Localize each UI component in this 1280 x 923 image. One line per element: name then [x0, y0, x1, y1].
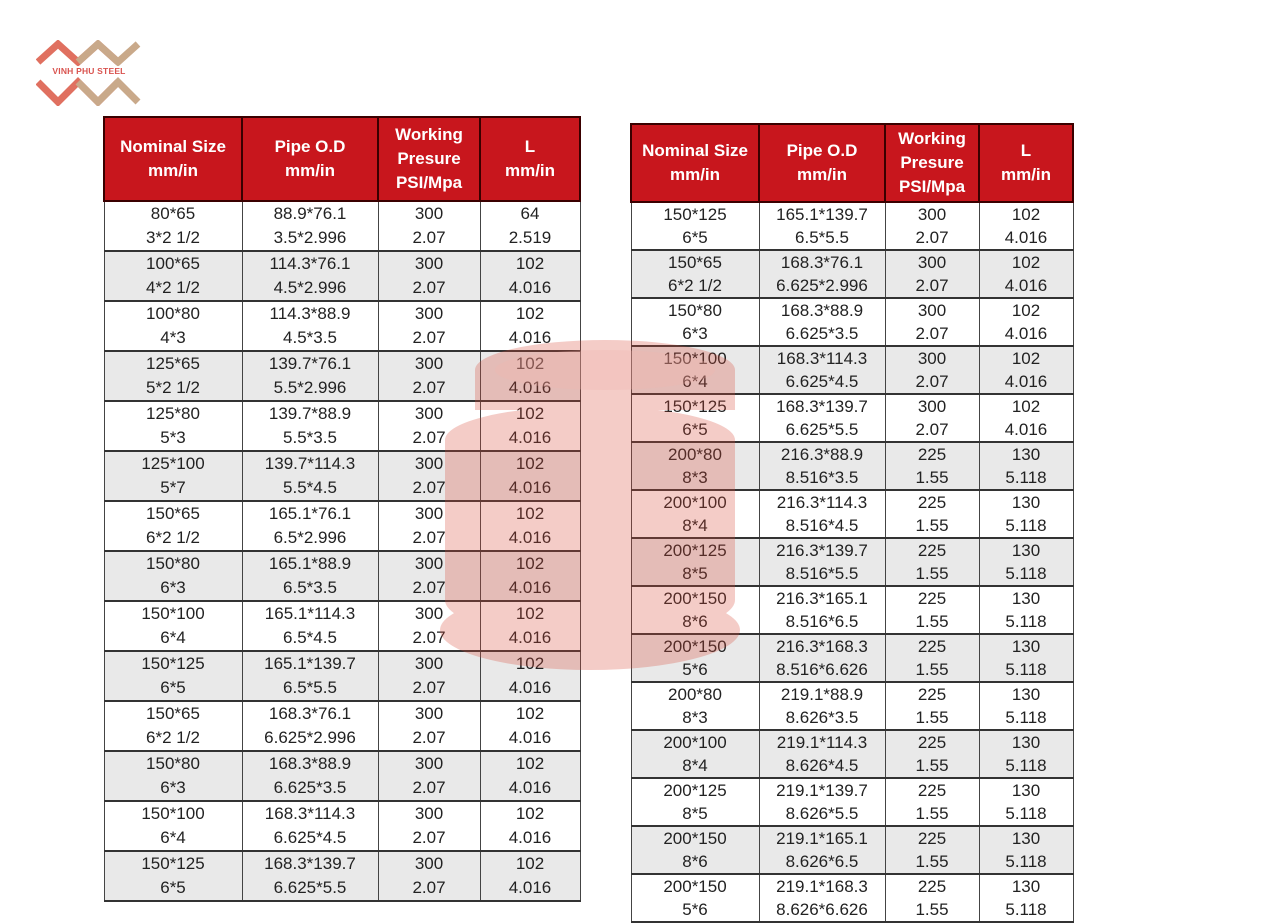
cell-nominal-size: 150*65 6*2 1/2: [631, 250, 759, 298]
cell-length: 102 4.016: [979, 394, 1073, 442]
table-row: [104, 701, 580, 751]
cell-nominal-size: 200*80 8*3: [631, 682, 759, 730]
table-row: [631, 298, 1073, 346]
cell-length: 102 4.016: [480, 401, 580, 451]
header-pipe-od: Pipe O.D mm/in: [759, 124, 885, 202]
cell-nominal-size: 150*100 6*4: [104, 601, 242, 651]
table-row: [631, 538, 1073, 586]
cell-pipe-od: 165.1*114.3 6.5*4.5: [242, 601, 378, 651]
cell-length: 130 5.118: [979, 538, 1073, 586]
table-row: [104, 451, 580, 501]
table-row: [631, 202, 1073, 250]
cell-pipe-od: 168.3*139.7 6.625*5.5: [759, 394, 885, 442]
cell-working-pressure: 300 2.07: [378, 751, 480, 801]
left-table-header: [104, 117, 580, 201]
cell-pipe-od: 139.7*88.9 5.5*3.5: [242, 401, 378, 451]
cell-pipe-od: 114.3*88.9 4.5*3.5: [242, 301, 378, 351]
table-row: [631, 586, 1073, 634]
table-row: [104, 751, 580, 801]
cell-pipe-od: 165.1*139.7 6.5*5.5: [242, 651, 378, 701]
cell-pipe-od: 219.1*88.9 8.626*3.5: [759, 682, 885, 730]
cell-nominal-size: 150*65 6*2 1/2: [104, 701, 242, 751]
right-spec-table: [630, 123, 1074, 923]
cell-nominal-size: 200*125 8*5: [631, 538, 759, 586]
cell-pipe-od: 165.1*88.9 6.5*3.5: [242, 551, 378, 601]
table-row: [104, 601, 580, 651]
cell-working-pressure: 300 2.07: [378, 701, 480, 751]
cell-nominal-size: 125*80 5*3: [104, 401, 242, 451]
cell-length: 130 5.118: [979, 442, 1073, 490]
cell-working-pressure: 300 2.07: [378, 451, 480, 501]
cell-working-pressure: 225 1.55: [885, 538, 979, 586]
header-pipe-od: Pipe O.D mm/in: [242, 117, 378, 201]
cell-length: 102 4.016: [480, 351, 580, 401]
cell-length: 130 5.118: [979, 682, 1073, 730]
cell-length: 130 5.118: [979, 778, 1073, 826]
cell-nominal-size: 150*100 6*4: [631, 346, 759, 394]
cell-working-pressure: 300 2.07: [378, 601, 480, 651]
cell-working-pressure: 225 1.55: [885, 586, 979, 634]
cell-length: 64 2.519: [480, 201, 580, 251]
cell-working-pressure: 225 1.55: [885, 682, 979, 730]
table-row: [104, 501, 580, 551]
cell-pipe-od: 216.3*88.9 8.516*3.5: [759, 442, 885, 490]
cell-length: 130 5.118: [979, 634, 1073, 682]
cell-working-pressure: 225 1.55: [885, 730, 979, 778]
cell-nominal-size: 150*125 6*5: [631, 394, 759, 442]
cell-nominal-size: 200*80 8*3: [631, 442, 759, 490]
cell-working-pressure: 225 1.55: [885, 634, 979, 682]
cell-pipe-od: 139.7*114.3 5.5*4.5: [242, 451, 378, 501]
cell-nominal-size: 200*150 5*6: [631, 634, 759, 682]
cell-working-pressure: 300 2.07: [885, 202, 979, 250]
cell-length: 130 5.118: [979, 490, 1073, 538]
cell-length: 130 5.118: [979, 730, 1073, 778]
cell-nominal-size: 200*150 8*6: [631, 826, 759, 874]
table-row: [104, 551, 580, 601]
cell-pipe-od: 168.3*76.1 6.625*2.996: [759, 250, 885, 298]
cell-nominal-size: 200*100 8*4: [631, 490, 759, 538]
cell-length: 130 5.118: [979, 874, 1073, 922]
table-row: [631, 250, 1073, 298]
table-row: [104, 801, 580, 851]
cell-nominal-size: 125*65 5*2 1/2: [104, 351, 242, 401]
cell-nominal-size: 100*65 4*2 1/2: [104, 251, 242, 301]
cell-pipe-od: 219.1*139.7 8.626*5.5: [759, 778, 885, 826]
cell-nominal-size: 200*150 8*6: [631, 586, 759, 634]
cell-length: 102 4.016: [480, 601, 580, 651]
cell-working-pressure: 300 2.07: [885, 298, 979, 346]
cell-pipe-od: 219.1*168.3 8.626*6.626: [759, 874, 885, 922]
cell-working-pressure: 300 2.07: [378, 851, 480, 901]
cell-working-pressure: 300 2.07: [378, 351, 480, 401]
cell-length: 102 4.016: [480, 851, 580, 901]
cell-pipe-od: 216.3*114.3 8.516*4.5: [759, 490, 885, 538]
cell-working-pressure: 300 2.07: [378, 251, 480, 301]
cell-nominal-size: 150*125 6*5: [631, 202, 759, 250]
header-length: L mm/in: [979, 124, 1073, 202]
cell-pipe-od: 168.3*88.9 6.625*3.5: [759, 298, 885, 346]
table-row: [104, 651, 580, 701]
cell-length: 130 5.118: [979, 586, 1073, 634]
cell-nominal-size: 150*125 6*5: [104, 651, 242, 701]
table-row: [104, 401, 580, 451]
cell-pipe-od: 168.3*114.3 6.625*4.5: [242, 801, 378, 851]
header-length: L mm/in: [480, 117, 580, 201]
table-row: [631, 634, 1073, 682]
cell-working-pressure: 300 2.07: [885, 394, 979, 442]
cell-pipe-od: 216.3*139.7 8.516*5.5: [759, 538, 885, 586]
cell-length: 102 4.016: [480, 451, 580, 501]
cell-pipe-od: 165.1*139.7 6.5*5.5: [759, 202, 885, 250]
table-row: [631, 778, 1073, 826]
cell-pipe-od: 216.3*165.1 8.516*6.5: [759, 586, 885, 634]
table-row: [631, 826, 1073, 874]
cell-working-pressure: 225 1.55: [885, 778, 979, 826]
cell-length: 102 4.016: [979, 250, 1073, 298]
cell-length: 102 4.016: [480, 651, 580, 701]
cell-nominal-size: 150*80 6*3: [104, 751, 242, 801]
cell-working-pressure: 300 2.07: [378, 801, 480, 851]
table-row: [631, 874, 1073, 922]
cell-pipe-od: 88.9*76.1 3.5*2.996: [242, 201, 378, 251]
cell-pipe-od: 165.1*76.1 6.5*2.996: [242, 501, 378, 551]
cell-working-pressure: 300 2.07: [885, 346, 979, 394]
header-working-pressure: Working Presure PSI/Mpa: [885, 124, 979, 202]
table-row: [631, 346, 1073, 394]
cell-pipe-od: 168.3*76.1 6.625*2.996: [242, 701, 378, 751]
cell-pipe-od: 139.7*76.1 5.5*2.996: [242, 351, 378, 401]
cell-working-pressure: 225 1.55: [885, 442, 979, 490]
cell-working-pressure: 300 2.07: [378, 301, 480, 351]
brand-logo: [36, 40, 142, 106]
cell-pipe-od: 219.1*165.1 8.626*6.5: [759, 826, 885, 874]
cell-working-pressure: 300 2.07: [378, 201, 480, 251]
left-table-body: [104, 201, 580, 901]
table-row: [104, 201, 580, 251]
cell-nominal-size: 200*125 8*5: [631, 778, 759, 826]
cell-length: 102 4.016: [979, 346, 1073, 394]
cell-working-pressure: 225 1.55: [885, 490, 979, 538]
cell-pipe-od: 168.3*114.3 6.625*4.5: [759, 346, 885, 394]
cell-nominal-size: 80*65 3*2 1/2: [104, 201, 242, 251]
cell-nominal-size: 125*100 5*7: [104, 451, 242, 501]
table-row: [104, 351, 580, 401]
cell-length: 130 5.118: [979, 826, 1073, 874]
cell-length: 102 4.016: [480, 551, 580, 601]
cell-pipe-od: 168.3*139.7 6.625*5.5: [242, 851, 378, 901]
cell-nominal-size: 200*100 8*4: [631, 730, 759, 778]
cell-length: 102 4.016: [979, 298, 1073, 346]
cell-length: 102 4.016: [480, 501, 580, 551]
cell-length: 102 4.016: [480, 701, 580, 751]
cell-nominal-size: 150*125 6*5: [104, 851, 242, 901]
table-row: [631, 730, 1073, 778]
cell-working-pressure: 225 1.55: [885, 826, 979, 874]
cell-length: 102 4.016: [480, 801, 580, 851]
table-row: [104, 251, 580, 301]
header-working-pressure: Working Presure PSI/Mpa: [378, 117, 480, 201]
header-nominal-size: Nominal Size mm/in: [104, 117, 242, 201]
cell-pipe-od: 114.3*76.1 4.5*2.996: [242, 251, 378, 301]
header-nominal-size: Nominal Size mm/in: [631, 124, 759, 202]
cell-length: 102 4.016: [480, 751, 580, 801]
cell-working-pressure: 300 2.07: [378, 501, 480, 551]
cell-pipe-od: 168.3*88.9 6.625*3.5: [242, 751, 378, 801]
cell-nominal-size: 150*100 6*4: [104, 801, 242, 851]
table-row: [631, 394, 1073, 442]
cell-length: 102 4.016: [979, 202, 1073, 250]
cell-pipe-od: 216.3*168.3 8.516*6.626: [759, 634, 885, 682]
brand-name: VINH PHU STEEL: [36, 66, 142, 76]
table-row: [104, 301, 580, 351]
table-row: [631, 682, 1073, 730]
table-row: [631, 442, 1073, 490]
table-row: [104, 851, 580, 901]
cell-nominal-size: 150*65 6*2 1/2: [104, 501, 242, 551]
cell-working-pressure: 225 1.55: [885, 874, 979, 922]
cell-pipe-od: 219.1*114.3 8.626*4.5: [759, 730, 885, 778]
cell-length: 102 4.016: [480, 251, 580, 301]
cell-nominal-size: 100*80 4*3: [104, 301, 242, 351]
left-spec-table: [103, 116, 581, 902]
right-table-body: [631, 202, 1073, 922]
cell-nominal-size: 200*150 5*6: [631, 874, 759, 922]
cell-nominal-size: 150*80 6*3: [631, 298, 759, 346]
cell-working-pressure: 300 2.07: [885, 250, 979, 298]
cell-nominal-size: 150*80 6*3: [104, 551, 242, 601]
table-row: [631, 490, 1073, 538]
right-table-header: [631, 124, 1073, 202]
cell-length: 102 4.016: [480, 301, 580, 351]
cell-working-pressure: 300 2.07: [378, 551, 480, 601]
cell-working-pressure: 300 2.07: [378, 651, 480, 701]
cell-working-pressure: 300 2.07: [378, 401, 480, 451]
